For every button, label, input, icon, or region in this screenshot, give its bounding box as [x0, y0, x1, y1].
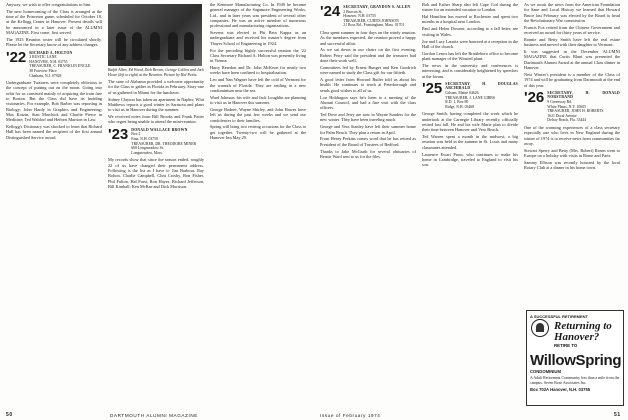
paragraph: Leo and Nan Wagner have left the cold of Vermont for the warmth of Florida. They are settling in a new condominium near the sea.: [210, 77, 306, 93]
left-column-3: [210, 2, 306, 142]
willowspring-advertisement: [526, 310, 624, 406]
paragraph: Ronnie and Betty Smith have left the real estate business and moved with their daughter to Vermont.: [524, 36, 620, 48]
person-figure: [116, 32, 126, 60]
paragraph: For the preceding highly successful reunion the '22 Class Secretary Richard A. Holton was presently living in Vienna.: [210, 47, 306, 64]
paragraph: Sammy Ellison was recently honored by the local Rotary Club at a dinner in his home town.: [524, 159, 620, 171]
class-year: '26: [524, 88, 545, 106]
class-heading-25: [422, 79, 518, 110]
paragraph: Francis Fox retired from the Chinese Government and received an award for thirty years of service.: [524, 24, 620, 36]
person-figure: [168, 32, 178, 60]
person-figure: [132, 32, 142, 60]
paragraph: As we await the news from the American Foundation for Sane and Local History we learned that Howard Bruce last February was elected by the Board to head the Revolutionary War commission.: [524, 2, 620, 23]
paragraph: Hal Hamilton has moved to Rochester and spent two months in a hospital near London.: [422, 14, 518, 25]
photo-caption: Ralph Allen, Ed Wood, Dick Brown, George Collins and Jack Howe (left to right) at the Reunion. Picture by Hal Pettis.: [108, 68, 204, 77]
paragraph: Harry Reardon and Dr. John McKeon for nearly two weeks have been confined to hospitalization.: [210, 65, 306, 76]
left-footer: [6, 412, 13, 418]
left-column-1: [6, 2, 102, 142]
paragraph: Kellogg's Dictionary was shocked to learn that Richard Hall has been named the recipient of the first annual Distinguished Service award.: [6, 124, 102, 140]
right-footer: [614, 412, 621, 418]
class-year: '22: [6, 48, 27, 66]
class-year: '25: [422, 79, 443, 97]
paragraph: The state of Alabama provided a welcome opportunity for the Class to gather in Florida in February. Sixty-one of us gathered in Miami for the luncheon.: [108, 79, 204, 95]
paragraph: Next Winter's president is a member of the Class of 1974 and will be graduating from Dartmouth at the end of this year.: [524, 71, 620, 88]
paragraph: Anyway, we wish to offer congratulations to him.: [6, 2, 92, 7]
magazine-title: DARTMOUTH ALUMNI MAGAZINE: [110, 413, 198, 418]
class-heading-24: [320, 5, 416, 28]
paragraph: Ted Dove and Jerry are now in Wayne Sunders for the new winter. They have been traveling much.: [320, 112, 416, 123]
class-officers: SECRETARY, H. DOUGLAS ARCHIBALD Gilsum, Maine 04626 TREASURER, J. LANE GIBBS R.D. 1, Box 80 Ridge, N.H. 03468: [445, 81, 518, 109]
paragraph: George Bodner, Wayne Shirley, and John Hawes have left us during the past few weeks and we send our condolences to their families.: [210, 106, 306, 123]
class-heading-22: [6, 48, 102, 79]
paragraph: As we sat down in our chairs on the first evening, Robert Perry said the president and the treasurer had done their work well.: [320, 47, 416, 64]
paragraph: Committees led by Ernest Bunger and Ken Goodrich were named to study the Class gift for our fiftieth.: [320, 64, 416, 76]
left-column-2: [108, 2, 204, 191]
person-figure: [184, 32, 194, 60]
paragraph: Gordon Lenox has left the Brattleboro office to become plant manager of the Winsted plant.: [422, 50, 518, 62]
ad-headline: Returning to Hanover?: [554, 320, 612, 343]
paragraph: Bob and Esther Sharp also left Cape Cod during the winter for an extended vacation to London.: [422, 2, 518, 13]
class-year: '23: [108, 125, 129, 143]
paragraph: One of the warming experiences of a class secretary especially one who lives in New England during the winter of 1974 is to receive news from communities far away.: [524, 124, 620, 146]
paragraph: Stewart Sperry and Betty (Mrs. Robert) Rosen went to Europe on a holiday with visits in Rome and Paris.: [524, 147, 620, 159]
class-officers: RICHARD A. HOLTON 3 RUSTIC LANE HANOVER, N.H. 03755 TREASURER, C. FRANKLIN ENGLE 38 Fairview Place Chatham, N.J. 07928: [29, 50, 91, 78]
paragraph: Undergraduate Twainers were completely oblivious to the concept of putting out on the moon. Going into orbit for us consisted mainly of acquiring the train fare to Boston. But the Class did have its budding visionaries. For example, Bob Barber was reporting in Biology; John Hardy in Graphics and Engineering; Max Kotzin, Stan Marchick and Charlie Pierce in Medicine; Ted Waldorf and Herbert Marrion in Law.: [6, 80, 102, 123]
ad-description: A Adult Retirement Community less than a mile from the campus. Seven Rose Associates Inc.: [530, 376, 620, 385]
paragraph: Thanks to Jake McGrath for several obituaries of Bernie Ward sent to us for the files.: [320, 148, 416, 159]
paragraph: Lou Holdragon says he's been to a meeting of the Alumni Council, and had a fine visit with the class officers.: [320, 94, 416, 111]
page-number: 51: [614, 412, 621, 418]
class-officers: DONALD WALLACE BROWN Box 2 Etna, N.H. 03750 TREASURER, DR. THEODORE MINER 668 Longmeadow St. Longmeadow, Mass.: [131, 127, 197, 155]
ad-retire-to: RETIRE TO: [554, 343, 578, 348]
page-number: 50: [6, 412, 13, 418]
right-column-1: [320, 2, 416, 161]
issue-date: Issue of February 1974: [320, 413, 381, 418]
paragraph: Paul and Helen Downer, according to a fall letter, are visiting in Wales.: [422, 26, 518, 37]
paragraph: It was suggested in the December ALUMNI MAGAZINE that Curtis Blunt was presented the Dartmouth Alumni Award at the annual Class dinner in Hanover.: [524, 49, 620, 71]
paragraph: The next homecoming of the Class is arranged at the time of the Princeton game, scheduled for October 18, at the Kellogg Center in Hanover. Present details will be announced in a later issue of the ALUMNI MAGAZINE. First come, first served.: [6, 8, 102, 36]
paragraph: My records show that since the season ended, roughly 22 of us have changed their permanent address. Following is the list as I have it: Jim Barbour, Ray Bolton, Charlie Campbell, Clint Crosby, Ron Fisher, Phil Fulton, Hal Furst, Ron Hayes, Richard Jefferson, Bill Kimball, Ken McRae and Dick Morrison.: [108, 157, 204, 189]
ad-subtitle: CONDOMINIUM: [530, 369, 561, 374]
ad-tagline: A SUCCESSFUL RETIREMENT: [530, 314, 589, 319]
paragraph: Ted Warren spent a month in the midwest; a big reunion was held in the autumn in St. Louis and many classmates attended.: [422, 134, 518, 150]
house-logo-icon: [531, 319, 549, 337]
paragraph: George and Vera Stanley have left their summer home for Palm Beach. They plan a return in April.: [320, 124, 416, 135]
class-heading-23: [108, 125, 204, 156]
paragraph: The news in the university and conferences is interesting, and is considerably heightened by speeches at the forum.: [422, 62, 518, 79]
class-officers: SECRETARY, H. DONALD NORSTRAND 9 Greenway Rd. White Plains, N.Y. 10605 TREASURER, JOHN H. ROBERTS 1621 Doral Avenue Delray Beach, Fla. 33444: [547, 90, 620, 123]
paragraph: A good letter from Howard Butler told us about his health. He continues to teach at Peterborough and sends good wishes to all of us.: [320, 77, 416, 93]
person-figure: [150, 32, 160, 60]
paragraph: We received notes from Bill Brooks and Frank Potter who regret being unable to attend the mini-reunion.: [108, 114, 204, 125]
class-heading-26: [524, 88, 620, 123]
ad-brand: WillowSpring: [530, 352, 622, 369]
paragraph: Laurence Ewart Prout, who continues to make his home in Cambridge, traveled to England to visit his son.: [422, 151, 518, 168]
paragraph: Class spent summer in four days on the windy reunion. As the members expected, the reunion proved a happy and successful affair.: [320, 29, 416, 46]
class-officers: SECRETARY, GRAYDON S. ALLEN 2 Beacon St. Hanover, N.H. 03755 TREASURER, CURTIS JOHNSON 21 Ross Rd., Framingham, Mass. 01701: [343, 5, 411, 28]
paragraph: Ward Johnson, his wife and Jack Loughlin are planning to visit us in Hanover this summer.: [210, 94, 306, 106]
paragraph: George Smith, having completed the work which he undertook at the Carnegie Library recently, officially retired last fall. He and his wife Marie plan to divide their time between Hanover and Vero Beach.: [422, 111, 518, 133]
ad-address: Box 702A Hanover, N.H. 03755: [530, 387, 591, 393]
class-year: '24: [320, 3, 341, 20]
paragraph: The 1923 Reunion roster will be circulated shortly. Please let the Secretary know of any address changes.: [6, 36, 102, 48]
paragraph: Spring will bring two retiring occasions for the Class to get together. Twenty-two will be gathered at the Hanover Inn May 29.: [210, 124, 306, 140]
paragraph: Stevens was elected to Phi Beta Kappa as an undergraduate and received his master's degree from Thayer School of Engineering in 1924.: [210, 30, 306, 46]
paragraph: Sidney Clayton has taken an apartment in Naples; Whit Matthews reports a good winter in Sarasota and plans to visit us in Hanover during the summer.: [108, 96, 204, 113]
paragraph: From Henry Perkins comes word that he has retired as President of the Board of Trustees of Bedford.: [320, 136, 416, 147]
right-column-2: [422, 2, 518, 169]
right-column-3: [524, 2, 620, 307]
paragraph: Joe and Lucy Lauritz were honored at a reception in the Hall of the church.: [422, 38, 518, 49]
paragraph: the Kenmore Manufacturing Co. In 1949 he became general manager of the Sagamore Engineering Works, Lid., and in later years was president of several other companies. He was an active member of numerous professional and manufacturing organizations.: [210, 2, 306, 29]
reunion-photo: [108, 4, 202, 66]
right-page: [314, 0, 628, 420]
